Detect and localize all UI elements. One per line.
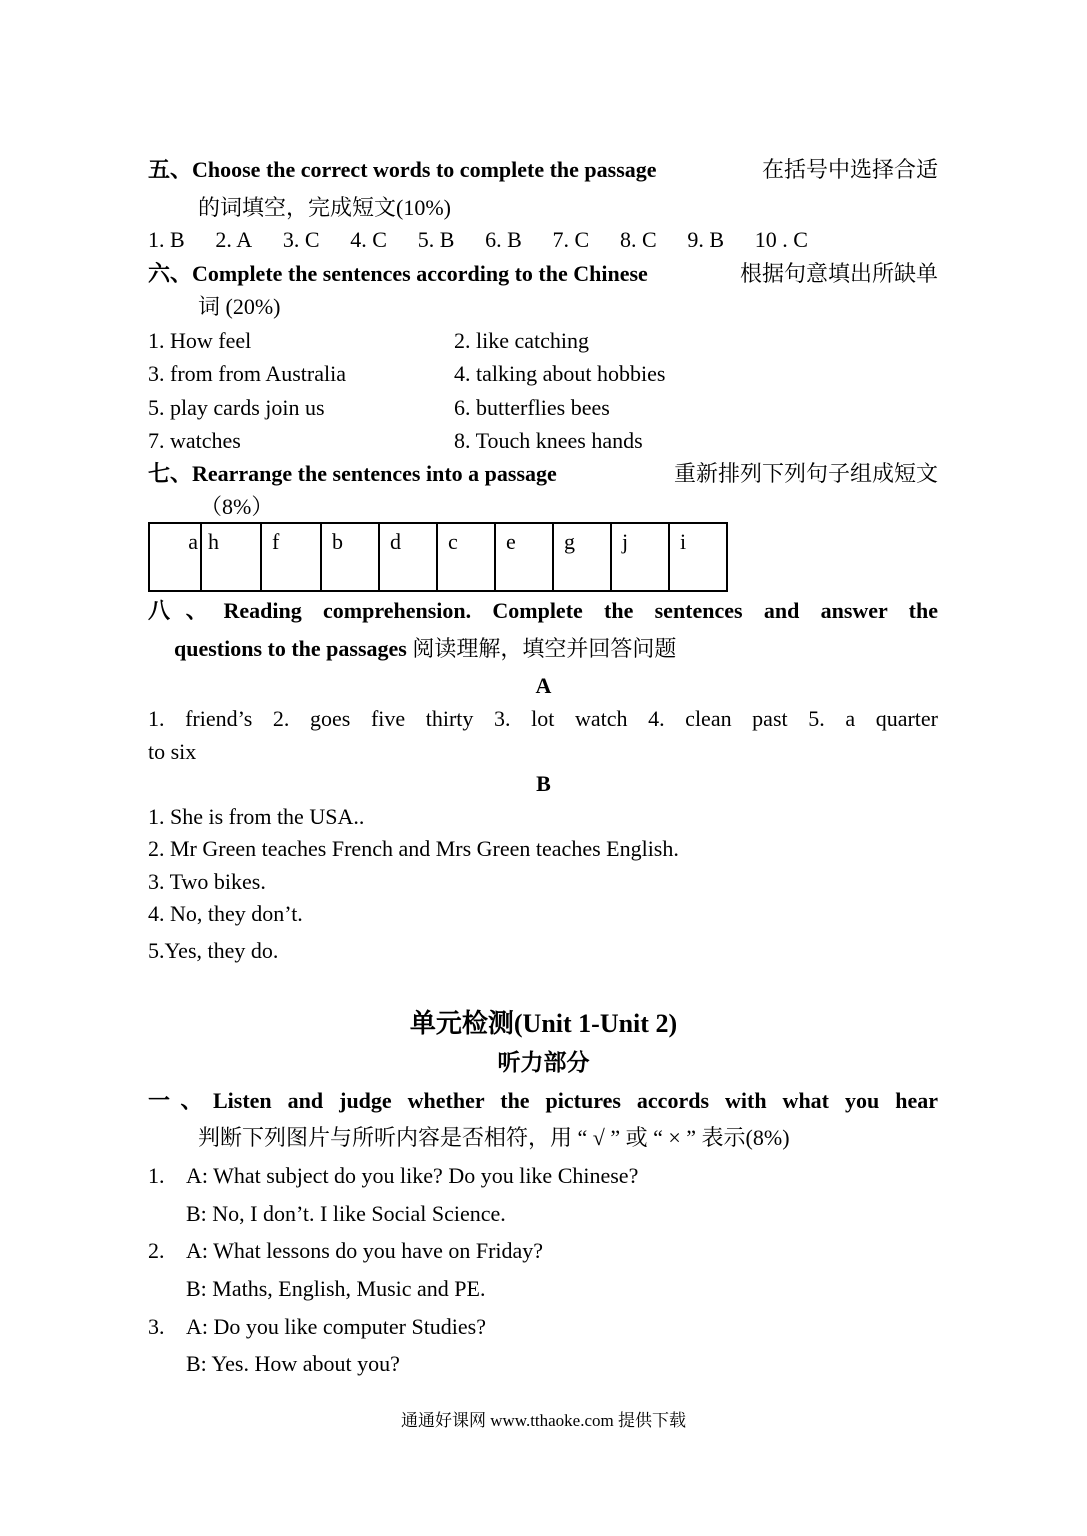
answer-item: 4. C [350,227,387,252]
section-7-heading-en: 七、Rearrange the sentences into a passage [148,461,557,486]
section-6-heading-en: 六、Complete the sentences according to the Chinese [148,261,648,286]
dialogue-line: A: What subject do you like? Do you like Chinese? [186,1163,639,1188]
dialogue-number: 2. [148,1238,165,1263]
answer-item: 3. C [282,227,320,252]
part-b-label: B [536,771,551,796]
section-5-answers [148,226,808,254]
sequence-cell: b [321,523,379,591]
section-6-heading [148,260,938,288]
answer-item: 4. talking about hobbies [454,361,666,386]
page-subtitle: 听力部分 [497,1050,590,1075]
answer-item: 8. Touch knees hands [454,428,643,453]
section-8-heading: 八、Reading comprehension. Complete the sentences and answer the [148,598,938,623]
sequence-cell: a [149,523,201,591]
section-6-heading-cn: 根据句意填出所缺单 [739,261,938,286]
section-5-heading [148,156,938,184]
section-1-heading-line2: 判断下列图片与所听内容是否相符，用 “ √ ” 或 “ × ” 表示(8%) [198,1125,790,1150]
section-6-heading-line2: 词 (20%) [198,294,281,319]
dialogue-line: B: Yes. How about you? [186,1351,400,1376]
sequence-cell: j [611,523,669,591]
answer-item: 9. B [687,227,725,252]
answer-item: 7. C [552,227,590,252]
list-item: 5.Yes, they do. [148,938,279,963]
answer-item: 1. How feel [148,328,252,353]
part-a-label: A [535,673,552,698]
answer-item: 10 . C [754,227,808,252]
answer-item: 2. A [215,227,253,252]
section-7-heading [148,460,938,488]
sequence-cell: i [669,523,727,591]
sequence-cell: f [261,523,321,591]
answer-item: 8. C [619,227,657,252]
sequence-cell: g [553,523,611,591]
list-item: 2. Mr Green teaches French and Mrs Green teaches English. [148,836,679,861]
page-title: 单元检测(Unit 1-Unit 2) [409,1009,678,1038]
part-a-answers-line2: to six [148,739,197,764]
dialogue-number: 3. [148,1314,165,1339]
dialogue-number: 1. [148,1163,165,1188]
answer-item: 1. B [148,227,185,252]
answer-item: 5. play cards join us [148,395,325,420]
section-5-heading-en: 五、Choose the correct words to complete the passage [148,157,657,182]
dialogue-line: B: No, I don’t. I like Social Science. [186,1201,506,1226]
sequence-table [148,522,728,592]
part-a-answers: 1. friend’s 2. goes five thirty 3. lot watch 4. clean past 5. a quarter [148,706,938,731]
section-5-heading-cn: 在括号中选择合适 [761,157,938,182]
section-8-heading-cn: 阅读理解，填空并回答问题 [412,636,677,661]
section-7-heading-cn: 重新排列下列句子组成短文 [673,461,938,486]
list-item: 1. She is from the USA.. [148,804,365,829]
answer-item: 3. from from Australia [148,361,346,386]
list-item: 4. No, they don’t. [148,901,303,926]
answer-item: 6. B [485,227,522,252]
list-item: 3. Two bikes. [148,869,266,894]
answer-item: 6. butterflies bees [454,395,610,420]
sequence-cell: d [379,523,437,591]
table-row [149,523,727,591]
section-8-heading-en: questions to the passages [174,636,407,661]
section-7-heading-line2: （8%） [200,494,274,519]
sequence-cell: c [437,523,495,591]
answer-item: 2. like catching [454,328,590,353]
sequence-cell: e [495,523,553,591]
answer-item: 7. watches [148,428,241,453]
section-1-heading: 一、Listen and judge whether the pictures accords with what you hear [148,1088,938,1113]
answer-item: 5. B [417,227,455,252]
sequence-cell: h [201,523,261,591]
dialogue-line: B: Maths, English, Music and PE. [186,1276,486,1301]
dialogue-line: A: Do you like computer Studies? [186,1314,487,1339]
dialogue-line: A: What lessons do you have on Friday? [186,1238,544,1263]
footer-text: 通通好课网 www.tthaoke.com 提供下载 [400,1411,687,1430]
section-5-heading-line2: 的词填空，完成短文(10%) [198,195,451,220]
section-8-heading-line2 [174,635,676,663]
